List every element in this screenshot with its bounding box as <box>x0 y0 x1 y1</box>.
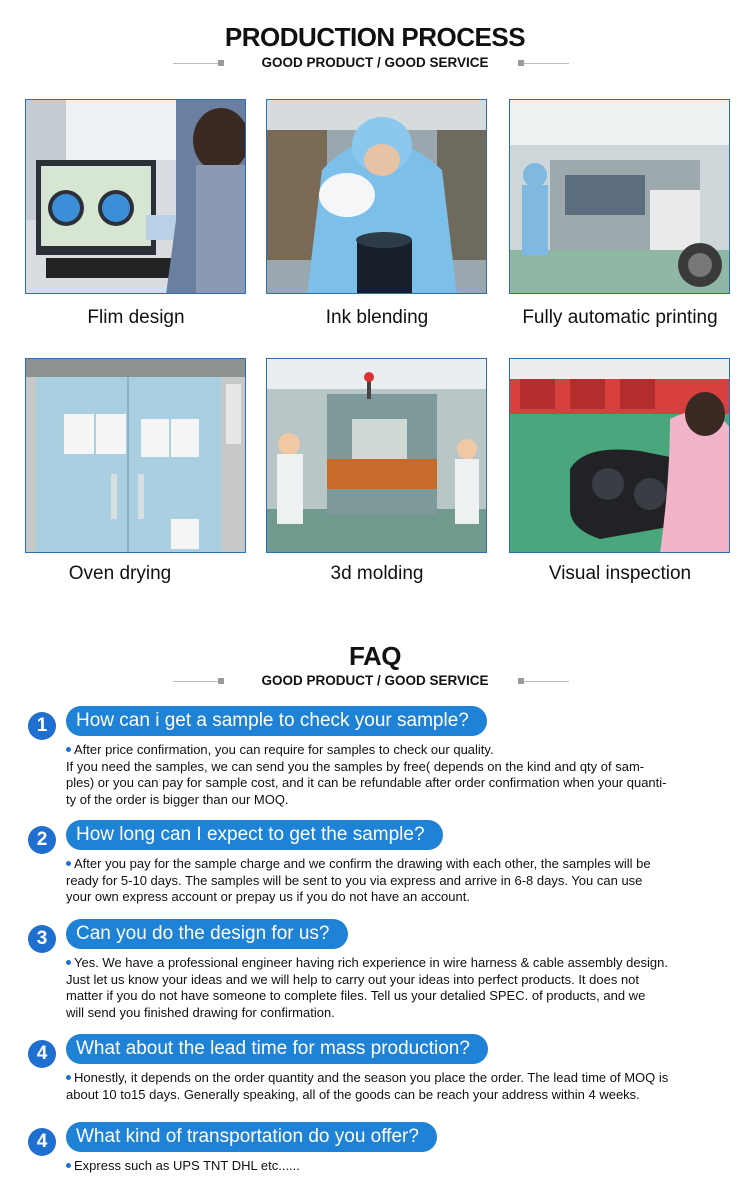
caption-ink-blending: Ink blending <box>325 307 429 328</box>
faq-subtitle-row <box>0 673 750 693</box>
divider-right <box>524 63 569 64</box>
faq-answer: Express such as UPS TNT DHL etc...... <box>66 1158 736 1175</box>
faq-subtitle: GOOD PRODUCT / GOOD SERVICE <box>261 673 489 688</box>
faq-question: What kind of transportation do you offer? <box>66 1122 437 1152</box>
photo-film-design <box>25 99 246 294</box>
faq-number-badge: 3 <box>28 925 56 953</box>
divider-right <box>524 681 569 682</box>
faq-number-badge: 2 <box>28 826 56 854</box>
photo-visual-inspection <box>509 358 730 553</box>
faq-question: How long can I expect to get the sample? <box>66 820 443 850</box>
photo-3d-molding <box>266 358 487 553</box>
faq-question: How can i get a sample to check your sample? <box>66 706 487 736</box>
faq-question: Can you do the design for us? <box>66 919 348 949</box>
production-subtitle-row <box>0 55 750 75</box>
bullet-icon <box>66 960 71 965</box>
photo-automatic-printing <box>509 99 730 294</box>
faq-title: FAQ <box>349 641 401 671</box>
bullet-icon <box>66 861 71 866</box>
caption-oven-drying: Oven drying <box>68 563 172 584</box>
faq-answer: Yes. We have a professional engineer having rich experience in wire harness & cable assembly design. Just let us know your ideas and we will help to carry out your ideas into perfect products. It does not matter if you do not have someone to complete files. Tell us your detalied SPEC. of products, and we will send you finished drawing for confirmation. <box>66 955 669 1020</box>
faq-answer: Honestly, it depends on the order quantity and the season you place the order. The lead time of MOQ is about 10 to15 days. Generally speaking, all of the goods can be reach your address within 4 weeks. <box>66 1070 669 1102</box>
production-title: PRODUCTION PROCESS <box>224 22 526 52</box>
photo-oven-drying <box>25 358 246 553</box>
bullet-icon <box>66 1075 71 1080</box>
faq-answer: After you pay for the sample charge and we confirm the drawing with each other, the samples will be ready for 5-10 days. The samples will be sent to you via express and arrive in 6-8 days. You can use your own express account or prepay us if you do not have an account. <box>66 856 651 904</box>
faq-question: What about the lead time for mass production? <box>66 1034 488 1064</box>
faq-number-badge: 4 <box>28 1040 56 1068</box>
faq-number-badge: 1 <box>28 712 56 740</box>
faq-number-badge: 4 <box>28 1128 56 1156</box>
photo-ink-blending <box>266 99 487 294</box>
caption-film-design: Flim design <box>87 307 185 328</box>
caption-automatic-printing: Fully automatic printing <box>522 307 718 328</box>
caption-3d-molding: 3d molding <box>330 563 424 584</box>
caption-visual-inspection: Visual inspection <box>548 563 692 584</box>
bullet-icon <box>66 747 71 752</box>
faq-answer: After price confirmation, you can require for samples to check our quality. If you need the samples, we can send you the samples by free( depends on the kind and qty of sam- ples) or you can pay for sample cost, and it can be refundable after order confirmation when your quanti- ty of the order is bigger than our MOQ. <box>66 742 667 807</box>
production-subtitle: GOOD PRODUCT / GOOD SERVICE <box>261 55 489 70</box>
bullet-icon <box>66 1163 71 1168</box>
